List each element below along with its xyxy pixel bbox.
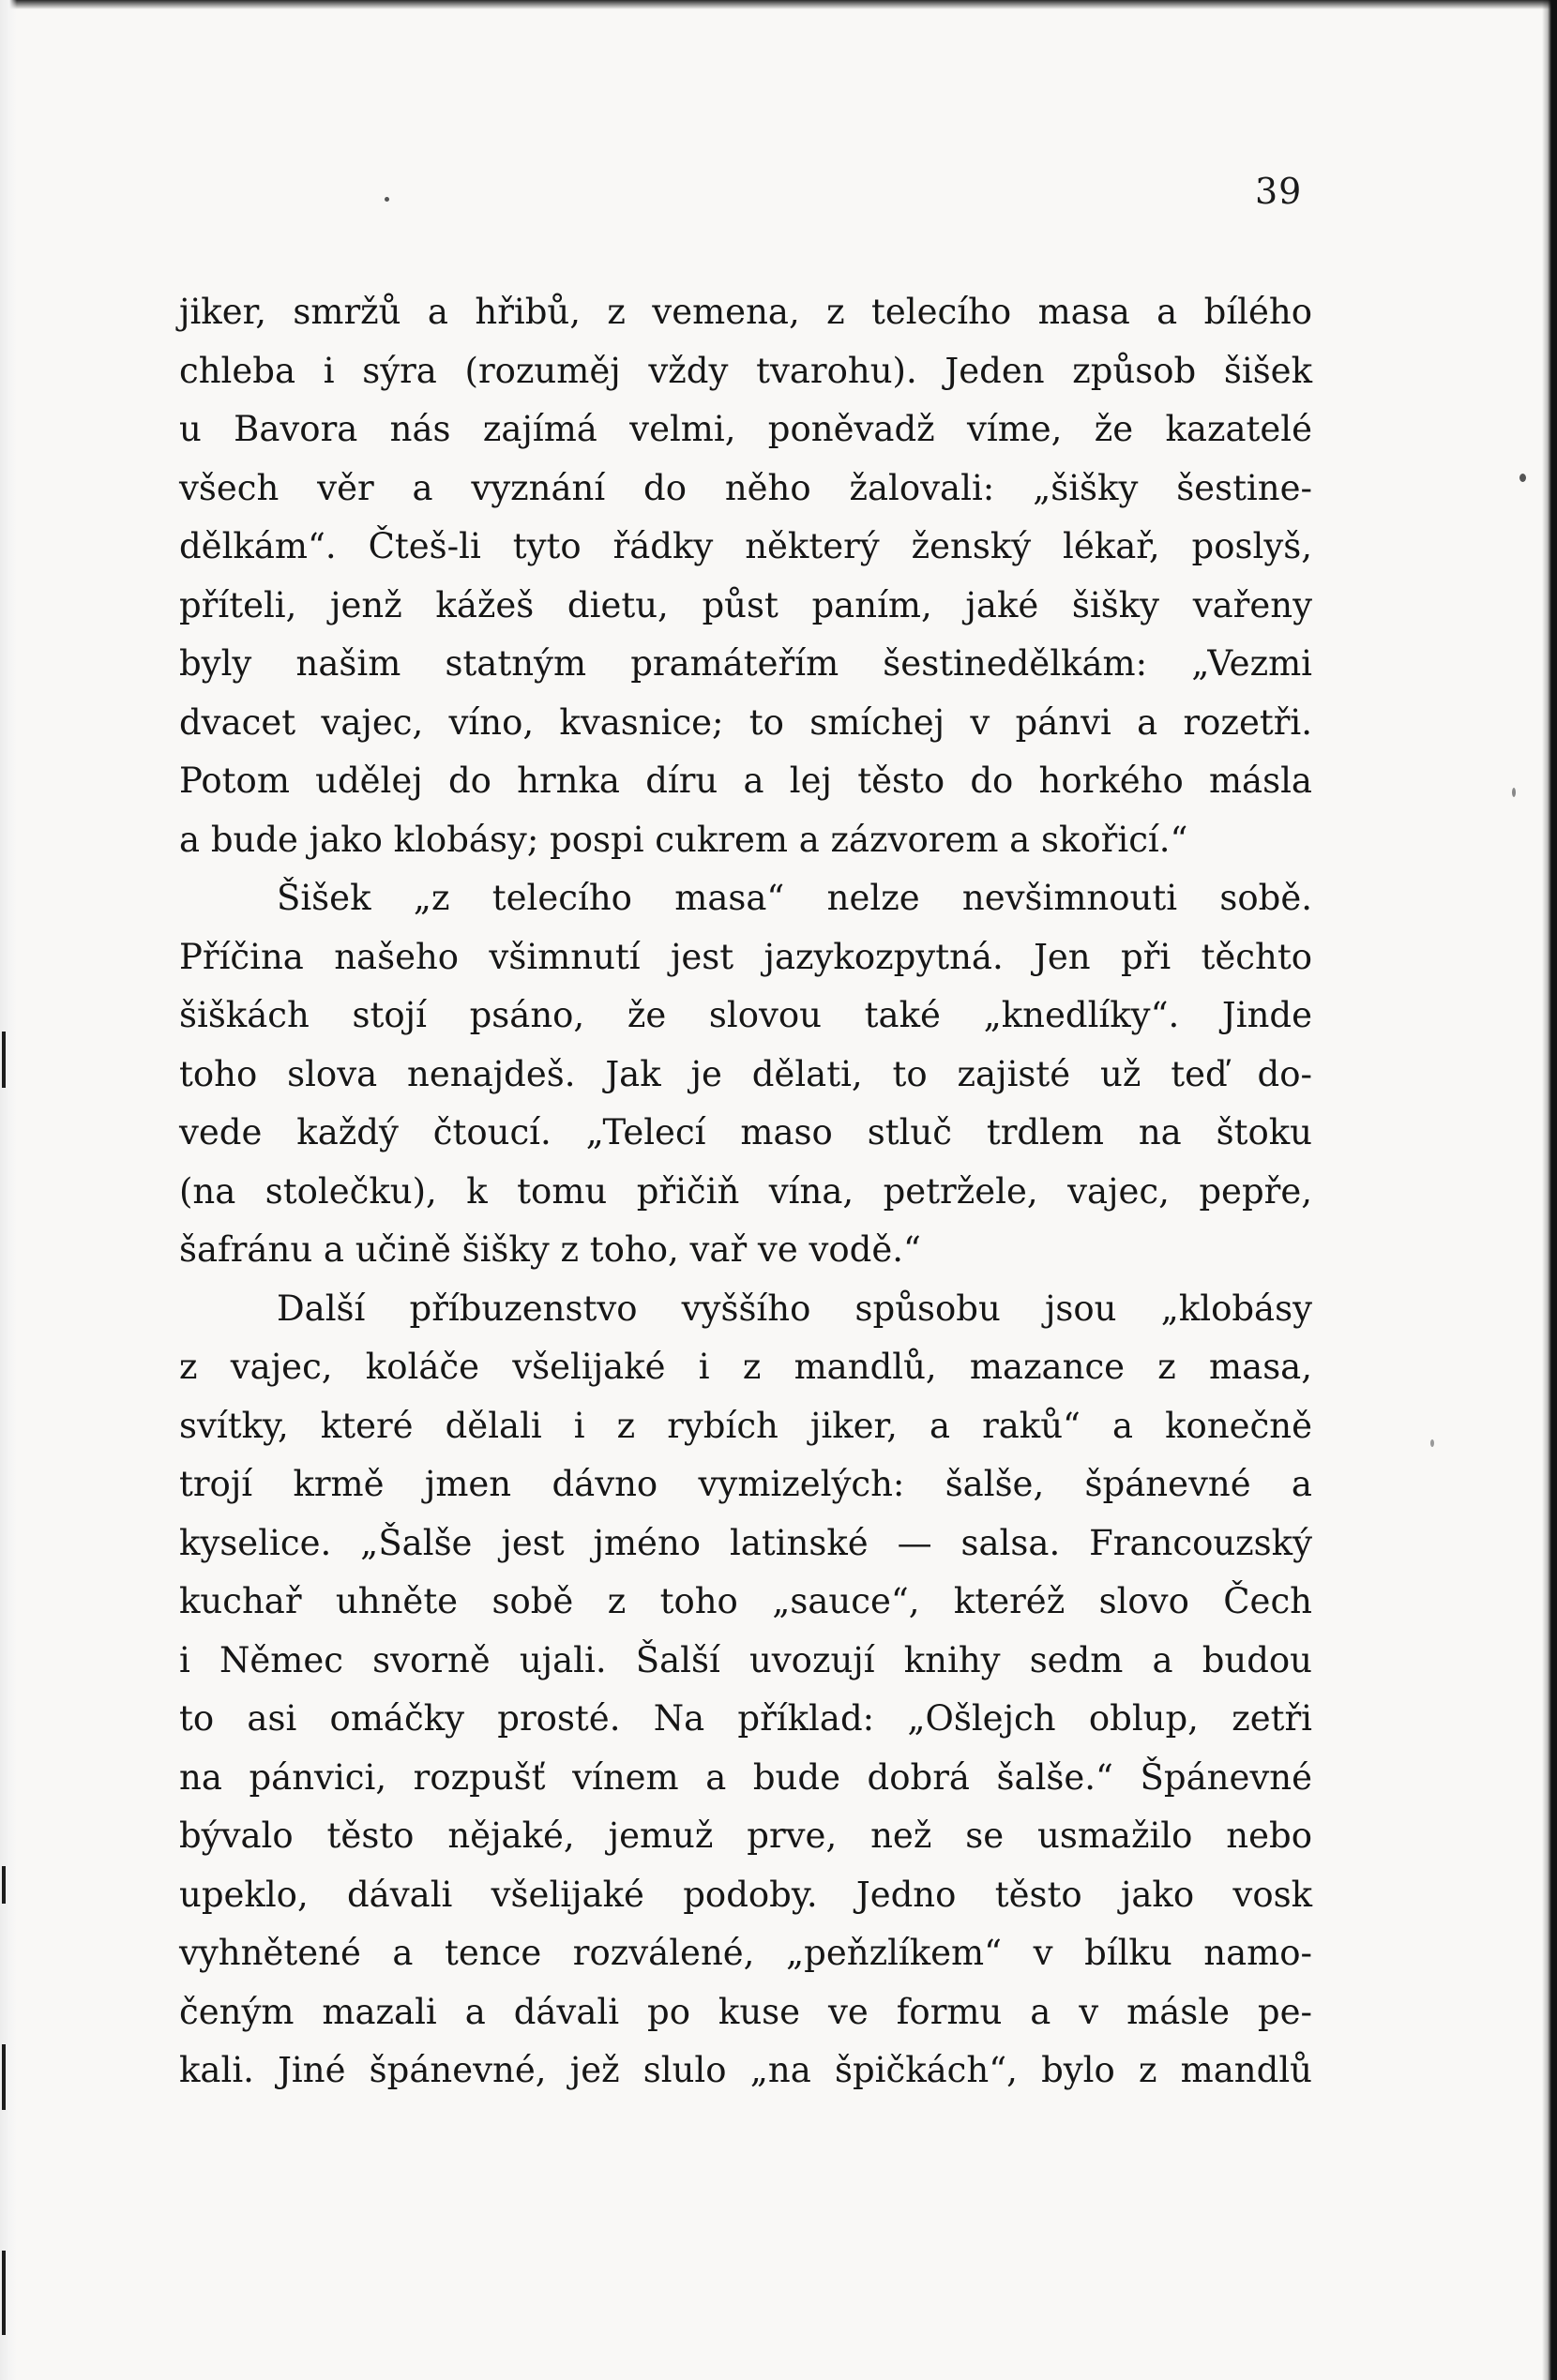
binding-gutter — [0, 0, 17, 2380]
text-line: dělkám“. Čteš-li tyto řádky některý ženský lékař, poslyš, — [179, 526, 1312, 566]
scan-edge-top — [0, 0, 1557, 9]
text-line: u Bavora nás zajímá velmi, poněvadž víme, že kazatelé — [179, 409, 1312, 449]
text-line: dvacet vajec, víno, kvasnice; to smíchej v pánvi a rozetři. — [179, 701, 1312, 743]
text-line: toho slova nenajdeš. Jak je dělati, to zajisté už teď do- — [179, 1053, 1312, 1094]
text-line: Další příbuzenstvo vyššího spůsobu jsou „klobásy — [277, 1288, 1312, 1329]
binding-mark — [2, 2251, 6, 2335]
text-line: šafránu a učině šišky z toho, vař ve vodě.“ — [179, 1229, 921, 1270]
text-line: příteli, jenž kážeš dietu, půst paním, jaké šišky vařeny — [179, 584, 1312, 625]
text-line: Příčina našeho všimnutí jest jazykozpytná. Jen při těchto — [179, 936, 1312, 977]
text-line: vyhnětené a tence rozválené, „peňzlíkem“ v bílku namo- — [179, 1933, 1312, 1973]
text-line: (na stolečku), k tomu přičiň vína, petržele, vajec, pepře, — [179, 1170, 1312, 1212]
page-number: 39 — [1255, 171, 1303, 212]
text-line: čeným mazali a dávali po kuse ve formu a v másle pe- — [179, 1991, 1312, 2032]
text-line: Šišek „z telecího masa“ nelze nevšimnouti sobě. — [277, 878, 1312, 918]
text-line: kuchař uhněte sobě z toho „sauce“, kteréž slovo Čech — [179, 1581, 1312, 1621]
paper-speck — [1430, 1439, 1434, 1447]
text-line: jiker, smržů a hřibů, z vemena, z telecího masa a bílého — [179, 292, 1312, 332]
text-line: z vajec, koláče všelijaké i z mandlů, mazance z masa, — [179, 1347, 1312, 1387]
text-line: i Němec svorně ujali. Šalší uvozují knihy sedm a budou — [179, 1639, 1312, 1680]
binding-mark — [2, 2044, 6, 2110]
text-line: na pánvici, rozpušť vínem a bude dobrá šalše.“ Špánevné — [179, 1756, 1312, 1798]
paper-speck — [1512, 788, 1516, 797]
text-line: všech věr a vyznání do něho žalovali: „šišky šestine- — [179, 467, 1312, 508]
body-text — [179, 283, 1312, 2101]
text-line: vede každý čtoucí. „Telecí maso stluč trdlem na štoku — [179, 1112, 1312, 1152]
text-line: upeklo, dávali všelijaké podoby. Jedno těsto jako vosk — [179, 1874, 1312, 1915]
binding-mark — [2, 1032, 6, 1088]
text-line: šiškách stojí psáno, že slovou také „knedlíky“. Jinde — [179, 995, 1312, 1035]
text-line: bývalo těsto nějaké, jemuž prve, než se usmažilo nebo — [179, 1815, 1312, 1856]
paper-speck — [385, 197, 389, 202]
scan-edge-right — [1542, 0, 1557, 2380]
paper-speck — [1519, 474, 1526, 482]
text-line: chleba i sýra (rozuměj vždy tvarohu). Jeden způsob šišek — [179, 350, 1312, 391]
text-line: svítky, které dělali i z rybích jiker, a raků“ a konečně — [179, 1405, 1312, 1446]
binding-mark — [2, 1866, 6, 1904]
text-line: a bude jako klobásy; pospi cukrem a zázvorem a skořicí.“ — [179, 819, 1188, 860]
text-line: to asi omáčky prosté. Na příklad: „Ošlejch oblup, zetři — [179, 1698, 1312, 1739]
text-line: kyselice. „Šalše jest jméno latinské — salsa. Francouzský — [179, 1522, 1312, 1563]
text-line: byly našim statným pramáteřím šestinedělkám: „Vezmi — [179, 643, 1312, 684]
text-line: kali. Jiné špánevné, jež slulo „na špičkách“, bylo z mandlů — [179, 2050, 1312, 2090]
text-line: Potom udělej do hrnka díru a lej těsto do horkého másla — [179, 761, 1312, 801]
text-line: trojí krmě jmen dávno vymizelých: šalše, špánevné a — [179, 1464, 1312, 1504]
